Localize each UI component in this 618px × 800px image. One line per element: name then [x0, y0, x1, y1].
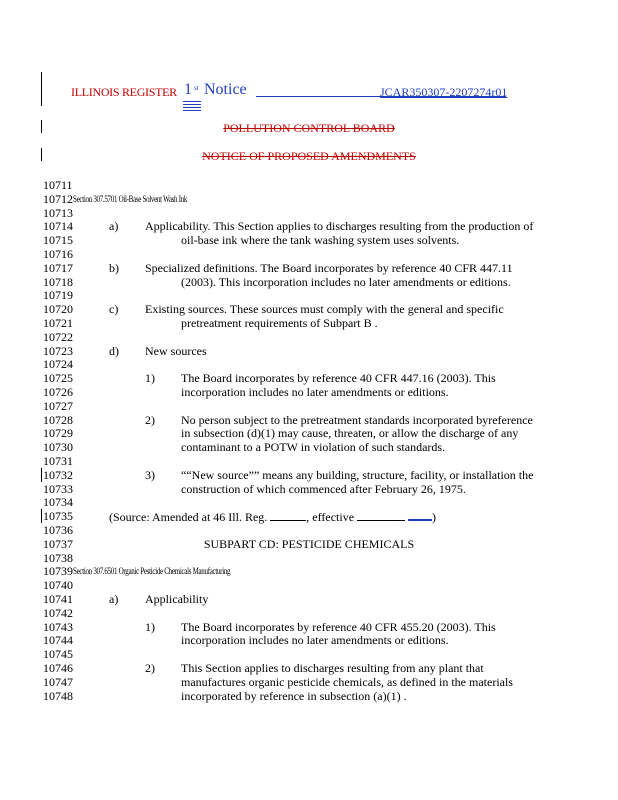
page-header — [71, 82, 531, 108]
body-text: oil-base ink where the tank washing system uses solvents. — [181, 233, 460, 248]
body-text: (2003). This incorporation includes no later amendments or editions. — [181, 274, 511, 289]
register-name: ILLINOIS REGISTER — [71, 85, 177, 99]
blank-field — [357, 510, 405, 521]
line-number: 10726 — [43, 385, 73, 399]
line-number: 10716 — [43, 247, 73, 261]
body-text: The Board incorporates by reference 40 CFR 455.20 (2003). This — [181, 619, 496, 634]
body-text: in subsection (d)(1) may cause, threaten, or allow the discharge of any — [181, 426, 519, 441]
line-number: 10724 — [43, 357, 73, 372]
body-text: ““New source”” means any building, structure, facility, or installation the — [181, 467, 534, 482]
line-number: 10720 — [43, 302, 73, 317]
line-number: 10717 — [43, 260, 73, 275]
body-text: New sources — [145, 343, 207, 358]
item-label: 2) — [145, 412, 155, 427]
item-label: 1) — [145, 619, 155, 634]
blank-field — [270, 510, 306, 521]
line-number: 10740 — [43, 578, 73, 593]
line-number: 10712 — [43, 191, 73, 206]
line-number: 10748 — [43, 688, 73, 703]
item-label: 1) — [145, 371, 155, 386]
line-number: 10715 — [43, 233, 73, 248]
line-number: 10747 — [43, 674, 73, 689]
line-number: 10745 — [43, 647, 73, 662]
line-number: 10732 — [43, 467, 73, 482]
item-label: a) — [109, 592, 119, 606]
source-note: (Source: Amended at 46 Ill. Reg. , effective ) — [109, 510, 437, 525]
double-underline — [183, 107, 201, 111]
line-number: 10719 — [43, 288, 73, 303]
item-label: 3) — [145, 467, 155, 482]
body-text: Specialized definitions. The Board incorporates by reference 40 CFR 447.11 — [145, 260, 513, 275]
body-text: Existing sources. These sources must comply with the general and specific — [145, 302, 504, 317]
line-number: 10737 — [43, 536, 73, 551]
body-text: manufactures organic pesticide chemicals, as defined in the materials — [181, 674, 513, 689]
line-number: 10739 — [43, 564, 73, 579]
section-heading: Section 307.5701 Oil-Base Solvent Wash Ink — [73, 193, 188, 204]
line-number: 10738 — [43, 550, 73, 565]
line-number: 10722 — [43, 329, 73, 344]
body-text: construction of which commenced after February 26, 1975. — [181, 481, 466, 496]
body-text: incorporation includes no later amendments or editions. — [181, 385, 449, 399]
line-number: 10744 — [43, 633, 73, 648]
line-number: 10734 — [43, 495, 73, 510]
line-number: 10736 — [43, 523, 73, 537]
item-label: b) — [109, 260, 119, 275]
line-number: 10728 — [43, 412, 73, 427]
line-number: 10729 — [43, 426, 73, 441]
issue-superscript: st — [194, 84, 199, 92]
line-number: 10742 — [43, 605, 73, 620]
change-bar — [41, 468, 42, 482]
change-bar — [41, 509, 42, 523]
double-underline — [183, 101, 201, 105]
jcar-id: JCAR350307-2207274r01 — [380, 85, 508, 99]
body-text: The Board incorporates by reference 40 CFR 447.16 (2003). This — [181, 371, 496, 386]
line-number: 10725 — [43, 371, 73, 386]
item-label: a) — [109, 219, 119, 234]
line-number: 10727 — [43, 398, 73, 413]
line-number: 10741 — [43, 592, 73, 606]
issue-number: 1 — [184, 81, 192, 98]
item-label: d) — [109, 343, 119, 358]
notice-label: Notice — [204, 81, 247, 98]
line-number: 10721 — [43, 316, 73, 330]
line-number: 10718 — [43, 274, 73, 289]
section-heading: Section 307.6501 Organic Pesticide Chemicals Manufacturing — [73, 566, 231, 577]
line-number: 10723 — [43, 343, 73, 358]
item-label: 2) — [145, 661, 155, 675]
body-text: This Section applies to discharges resulting from any plant that — [181, 661, 484, 675]
line-number: 10743 — [43, 619, 73, 634]
notice-title: NOTICE OF PROPOSED AMENDMENTS — [202, 149, 416, 163]
line-number: 10746 — [43, 661, 73, 675]
line-number: 10713 — [43, 205, 73, 220]
body-text: pretreatment requirements of Subpart B . — [181, 316, 378, 330]
line-number: 10714 — [43, 219, 73, 234]
body-text: incorporation includes no later amendments or editions. — [181, 633, 449, 648]
item-label: c) — [109, 302, 119, 317]
inserted-blank — [408, 509, 432, 521]
line-number: 10733 — [43, 481, 73, 496]
body-text: contaminant to a POTW in violation of such standards. — [181, 440, 446, 455]
subpart-heading: SUBPART CD: PESTICIDE CHEMICALS — [203, 536, 415, 551]
line-number: 10735 — [43, 509, 73, 524]
body-text: No person subject to the pretreatment standards incorporated byreference — [181, 412, 533, 427]
change-bar — [41, 72, 42, 106]
line-number: 10730 — [43, 440, 73, 455]
body-text: Applicability — [145, 592, 209, 606]
line-number: 10731 — [43, 454, 73, 468]
body-text: incorporated by reference in subsection (a)(1) . — [181, 688, 407, 703]
line-number: 10711 — [43, 178, 73, 192]
body-text: Applicability. This Section applies to discharges resulting from the production of — [145, 219, 534, 234]
agency-title: POLLUTION CONTROL BOARD — [223, 121, 395, 135]
